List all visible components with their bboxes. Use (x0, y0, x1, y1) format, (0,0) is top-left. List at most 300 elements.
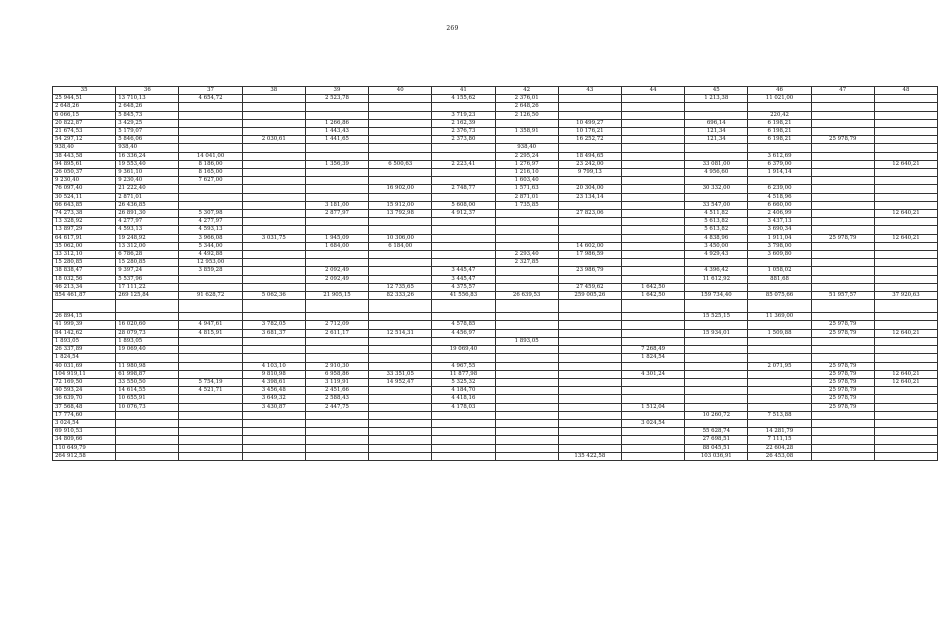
table-cell (874, 193, 937, 201)
table-cell: 26 453,08 (748, 452, 811, 460)
header-row (53, 87, 938, 95)
table-cell (369, 452, 432, 460)
table-cell: 2 406,99 (748, 210, 811, 218)
table-cell (811, 201, 874, 209)
table-cell (369, 354, 432, 362)
table-cell (179, 436, 242, 444)
table-cell: 6 198,21 (748, 119, 811, 127)
table-cell: 13 897,29 (53, 226, 116, 234)
table-cell (874, 111, 937, 119)
table-cell: 5 325,32 (432, 378, 495, 386)
table-cell: 6 500,63 (369, 160, 432, 168)
table-cell (558, 395, 621, 403)
table-cell (621, 444, 684, 452)
table-cell (811, 218, 874, 226)
table-cell (242, 201, 305, 209)
table-cell (179, 370, 242, 378)
table-cell (179, 103, 242, 111)
table-cell (874, 337, 937, 345)
table-row (53, 436, 938, 444)
table-cell (305, 103, 368, 111)
table-cell: 25 978,79 (811, 329, 874, 337)
table-cell: 8 186,00 (179, 160, 242, 168)
table-cell (242, 259, 305, 267)
table-row (53, 169, 938, 177)
table-row (53, 160, 938, 168)
table-cell (558, 370, 621, 378)
table-cell: 33 550,50 (116, 378, 179, 386)
table-cell: 3 181,00 (305, 201, 368, 209)
table-cell: 4 912,37 (432, 210, 495, 218)
table-cell: 51 957,57 (811, 292, 874, 300)
table-cell (874, 259, 937, 267)
table-cell: 10 499,27 (558, 119, 621, 127)
table-cell: 26 436,85 (116, 201, 179, 209)
table-cell (305, 419, 368, 427)
table-cell (874, 152, 937, 160)
table-cell: 33 351,05 (369, 370, 432, 378)
table-cell (874, 419, 937, 427)
table-cell (242, 152, 305, 160)
column-header: 35 (53, 87, 116, 95)
column-header: 41 (432, 87, 495, 95)
table-cell (748, 321, 811, 329)
table-cell (369, 95, 432, 103)
table-cell: 55 628,74 (685, 428, 748, 436)
table-cell: 33 312,10 (53, 251, 116, 259)
table-cell: 25 978,79 (811, 234, 874, 242)
table-cell (811, 128, 874, 136)
table-cell: 854 461,87 (53, 292, 116, 300)
table-cell: 1 058,02 (748, 267, 811, 275)
table-cell (558, 378, 621, 386)
table-cell: 5 179,07 (116, 128, 179, 136)
table-cell (621, 185, 684, 193)
table-cell: 2 295,24 (495, 152, 558, 160)
table-cell (685, 403, 748, 411)
table-cell: 15 525,15 (685, 313, 748, 321)
table-cell (621, 119, 684, 127)
table-cell (179, 201, 242, 209)
table-row (53, 362, 938, 370)
table-cell (432, 300, 495, 313)
table-cell (179, 111, 242, 119)
table-cell: 61 998,87 (116, 370, 179, 378)
table-cell (748, 387, 811, 395)
table-cell: 35 062,00 (53, 242, 116, 250)
table-cell: 13 792,98 (369, 210, 432, 218)
table-cell: 36 639,70 (53, 395, 116, 403)
table-cell (432, 337, 495, 345)
table-cell (811, 436, 874, 444)
table-cell: 88 045,51 (685, 444, 748, 452)
table-cell: 1 571,63 (495, 185, 558, 193)
table-cell: 12 640,21 (874, 210, 937, 218)
table-cell: 3 690,34 (748, 226, 811, 234)
table-cell (495, 378, 558, 386)
table-cell (621, 95, 684, 103)
table-cell (432, 234, 495, 242)
table-cell (621, 452, 684, 460)
table-cell (369, 387, 432, 395)
table-row (53, 152, 938, 160)
table-cell: 8 165,00 (179, 169, 242, 177)
table-cell (811, 152, 874, 160)
table-cell (811, 259, 874, 267)
table-cell (874, 267, 937, 275)
table-cell: 2 910,30 (305, 362, 368, 370)
table-cell (242, 337, 305, 345)
table-cell (495, 234, 558, 242)
table-cell (495, 242, 558, 250)
table-row (53, 395, 938, 403)
table-cell: 5 307,98 (179, 210, 242, 218)
table-cell: 5 062,36 (242, 292, 305, 300)
table-cell (432, 152, 495, 160)
table-cell: 4 593,13 (116, 226, 179, 234)
table-cell (305, 452, 368, 460)
table-cell: 4 396,42 (685, 267, 748, 275)
table-cell (179, 119, 242, 127)
table-cell: 2 126,50 (495, 111, 558, 119)
table-cell: 2 712,09 (305, 321, 368, 329)
table-cell (874, 428, 937, 436)
table-cell: 5 846,06 (116, 136, 179, 144)
table-cell (874, 313, 937, 321)
table-cell: 19 069,40 (116, 346, 179, 354)
table-cell (558, 259, 621, 267)
table-cell (558, 201, 621, 209)
table-cell: 121,34 (685, 128, 748, 136)
table-cell (242, 283, 305, 291)
table-cell (811, 300, 874, 313)
table-cell: 26 891,30 (116, 210, 179, 218)
table-cell (242, 210, 305, 218)
table-cell (116, 313, 179, 321)
table-cell: 3 612,69 (748, 152, 811, 160)
table-cell (495, 370, 558, 378)
table-cell: 13 312,00 (116, 242, 179, 250)
table-row (53, 329, 938, 337)
table-cell (811, 226, 874, 234)
table-cell (242, 226, 305, 234)
table-cell: 135 422,58 (558, 452, 621, 460)
table-cell: 15 912,00 (369, 201, 432, 209)
table-cell: 4 277,97 (116, 218, 179, 226)
table-cell (621, 193, 684, 201)
table-cell (305, 346, 368, 354)
table-cell: 3 024,54 (53, 419, 116, 427)
table-row (53, 354, 938, 362)
table-cell: 3 798,00 (748, 242, 811, 250)
table-cell (495, 136, 558, 144)
table-cell: 4 511,82 (685, 210, 748, 218)
table-cell (621, 321, 684, 329)
table-cell (432, 144, 495, 152)
table-cell (685, 193, 748, 201)
table-body (53, 95, 938, 461)
table-cell: 2 327,85 (495, 259, 558, 267)
table-cell: 25 978,79 (811, 387, 874, 395)
table-cell (621, 226, 684, 234)
table-cell: 2 447,75 (305, 403, 368, 411)
table-cell (558, 313, 621, 321)
table-cell (685, 152, 748, 160)
table-cell (621, 218, 684, 226)
table-cell (748, 177, 811, 185)
table-cell: 34 809,66 (53, 436, 116, 444)
table-cell: 264 912,58 (53, 452, 116, 460)
table-cell: 3 445,47 (432, 275, 495, 283)
table-cell (621, 234, 684, 242)
table-cell (369, 444, 432, 452)
table-cell (685, 300, 748, 313)
table-cell (811, 111, 874, 119)
table-cell: 10 076,73 (116, 403, 179, 411)
table-cell: 10 176,21 (558, 128, 621, 136)
table-cell: 12 640,21 (874, 370, 937, 378)
table-cell: 66 643,85 (53, 201, 116, 209)
table-cell (811, 242, 874, 250)
table-cell: 9 799,13 (558, 169, 621, 177)
table-cell (748, 403, 811, 411)
table-cell: 3 429,25 (116, 119, 179, 127)
table-cell (432, 452, 495, 460)
table-cell: 12 514,31 (369, 329, 432, 337)
table-cell (874, 275, 937, 283)
table-cell (811, 267, 874, 275)
table-cell (179, 337, 242, 345)
table-cell (179, 193, 242, 201)
table-cell: 11 980,98 (116, 362, 179, 370)
table-cell: 40 031,69 (53, 362, 116, 370)
table-cell (116, 419, 179, 427)
table-cell (811, 169, 874, 177)
table-cell: 110 649,79 (53, 444, 116, 452)
table-cell (369, 144, 432, 152)
table-cell (179, 313, 242, 321)
table-cell (621, 160, 684, 168)
table-cell (811, 346, 874, 354)
table-cell: 1 735,85 (495, 201, 558, 209)
table-cell: 4 103,10 (242, 362, 305, 370)
table-cell: 1 276,97 (495, 160, 558, 168)
table-cell (874, 119, 937, 127)
table-cell: 26 050,37 (53, 169, 116, 177)
table-cell: 3 609,80 (748, 251, 811, 259)
table-cell (432, 218, 495, 226)
table-cell (179, 428, 242, 436)
table-cell: 23 986,79 (558, 267, 621, 275)
table-cell (369, 136, 432, 144)
table-cell: 37 568,48 (53, 403, 116, 411)
table-cell: 3 966,08 (179, 234, 242, 242)
table-cell (685, 395, 748, 403)
table-cell: 4 418,16 (432, 395, 495, 403)
table-cell (874, 436, 937, 444)
table-header (53, 87, 938, 95)
table-cell (558, 329, 621, 337)
column-header: 36 (116, 87, 179, 95)
table-cell: 12 640,21 (874, 378, 937, 386)
table-cell: 72 169,50 (53, 378, 116, 386)
table-cell: 30 332,00 (685, 185, 748, 193)
table-cell (179, 346, 242, 354)
table-cell (811, 419, 874, 427)
table-cell: 19 069,40 (432, 346, 495, 354)
table-cell (495, 283, 558, 291)
table-cell (748, 300, 811, 313)
table-cell (748, 370, 811, 378)
table-cell (685, 354, 748, 362)
table-cell: 9 361,10 (116, 169, 179, 177)
table-cell (558, 218, 621, 226)
table-cell: 85 075,66 (748, 292, 811, 300)
table-cell (558, 419, 621, 427)
table-cell (179, 283, 242, 291)
table-cell (242, 144, 305, 152)
table-cell: 11 612,92 (685, 275, 748, 283)
table-cell: 25 978,79 (811, 362, 874, 370)
table-cell: 4 947,61 (179, 321, 242, 329)
table-cell (179, 403, 242, 411)
table-cell (242, 218, 305, 226)
table-cell: 5 845,73 (116, 111, 179, 119)
table-cell (495, 354, 558, 362)
table-cell (811, 210, 874, 218)
table-row (53, 201, 938, 209)
column-header: 37 (179, 87, 242, 95)
table-cell (748, 419, 811, 427)
table-cell (874, 144, 937, 152)
table-cell: 1 914,14 (748, 169, 811, 177)
table-cell: 23 242,00 (558, 160, 621, 168)
table-cell (116, 428, 179, 436)
table-cell (621, 251, 684, 259)
table-cell: 2 871,01 (116, 193, 179, 201)
table-cell (874, 242, 937, 250)
table-cell: 1 642,50 (621, 283, 684, 291)
table-cell (621, 259, 684, 267)
table-row (53, 337, 938, 345)
table-cell: 3 782,05 (242, 321, 305, 329)
table-cell (369, 169, 432, 177)
table-cell (558, 403, 621, 411)
table-cell: 40 593,24 (53, 387, 116, 395)
table-row (53, 300, 938, 313)
table-cell: 1 512,04 (621, 403, 684, 411)
table-row (53, 242, 938, 250)
table-cell: 2 648,26 (495, 103, 558, 111)
table-cell (432, 259, 495, 267)
table-cell (874, 387, 937, 395)
column-header: 47 (811, 87, 874, 95)
table-cell (874, 411, 937, 419)
table-cell (369, 362, 432, 370)
table-cell (621, 210, 684, 218)
table-cell (685, 419, 748, 427)
table-cell: 938,40 (53, 144, 116, 152)
table-cell (242, 452, 305, 460)
table-cell (369, 251, 432, 259)
table-cell (369, 152, 432, 160)
column-header: 44 (621, 87, 684, 95)
table-cell (621, 313, 684, 321)
table-cell: 19 248,92 (116, 234, 179, 242)
table-cell: 7 627,00 (179, 177, 242, 185)
table-cell: 220,42 (748, 111, 811, 119)
table-row (53, 185, 938, 193)
table-cell: 11 369,00 (748, 313, 811, 321)
table-cell: 2 376,73 (432, 128, 495, 136)
table-cell (242, 251, 305, 259)
table-cell (179, 411, 242, 419)
table-cell: 54 297,12 (53, 136, 116, 144)
table-cell: 121,34 (685, 136, 748, 144)
table-row (53, 378, 938, 386)
table-cell (621, 152, 684, 160)
data-table (52, 86, 938, 461)
table-cell (811, 444, 874, 452)
table-cell (685, 337, 748, 345)
table-cell (305, 185, 368, 193)
table-cell: 12 640,21 (874, 160, 937, 168)
table-cell (685, 144, 748, 152)
table-cell (242, 95, 305, 103)
table-cell (558, 387, 621, 395)
table-cell: 4 815,91 (179, 329, 242, 337)
table-cell (179, 128, 242, 136)
table-cell (874, 185, 937, 193)
table-cell (369, 403, 432, 411)
table-cell: 21 674,53 (53, 128, 116, 136)
table-cell (179, 144, 242, 152)
table-row (53, 444, 938, 452)
table-cell: 2 648,26 (116, 103, 179, 111)
table-cell: 1 824,54 (53, 354, 116, 362)
table-cell (305, 444, 368, 452)
table-cell: 15 934,01 (685, 329, 748, 337)
table-cell (305, 111, 368, 119)
table-cell: 27 459,62 (558, 283, 621, 291)
table-cell: 7 513,88 (748, 411, 811, 419)
table-cell: 11 877,98 (432, 370, 495, 378)
table-cell (558, 300, 621, 313)
table-cell: 3 031,75 (242, 234, 305, 242)
table-cell (116, 300, 179, 313)
table-cell (305, 436, 368, 444)
table-row (53, 321, 938, 329)
table-cell (874, 169, 937, 177)
table-cell: 3 681,37 (242, 329, 305, 337)
table-cell (558, 144, 621, 152)
table-cell (621, 144, 684, 152)
table-cell (242, 169, 305, 177)
table-cell (811, 337, 874, 345)
table-row (53, 218, 938, 226)
table-cell (811, 428, 874, 436)
table-cell (242, 267, 305, 275)
table-cell: 1 441,65 (305, 136, 368, 144)
table-cell (685, 378, 748, 386)
table-cell (621, 337, 684, 345)
table-cell (495, 395, 558, 403)
table-cell: 16 336,24 (116, 152, 179, 160)
table-cell (242, 300, 305, 313)
table-cell (305, 354, 368, 362)
table-cell (495, 267, 558, 275)
table-cell (432, 419, 495, 427)
